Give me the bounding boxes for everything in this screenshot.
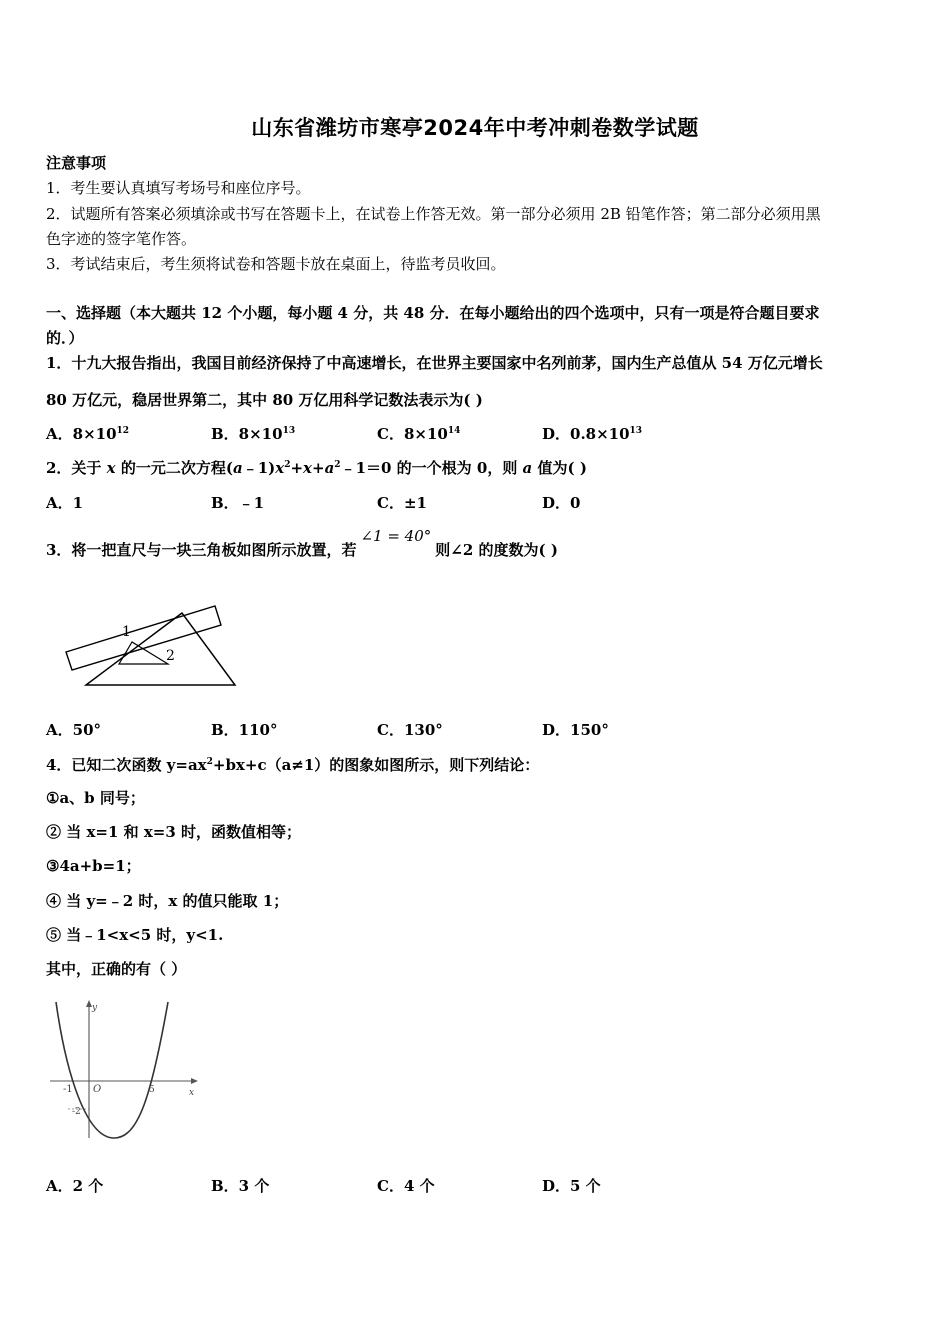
q4-label-y: y (92, 1003, 98, 1013)
q4-parabola-graph (46, 998, 206, 1148)
q3-option-b[interactable]: B．110° (211, 721, 278, 739)
notice-item-3: 3．考试结束后，考生须将试卷和答题卡放在桌面上，待监考员收回。 (46, 255, 506, 273)
q1-stem-line1: 1．十九大报告指出，我国目前经济保持了中高速增长，在世界主要国家中名列前茅，国内生产总值从 54 万亿元增长 (46, 354, 823, 372)
q4-statement-1: ①a、b 同号； (46, 789, 145, 807)
q1-option-d[interactable]: D．$0.8\times 10^{13}$ (542, 425, 643, 443)
q4-statement-5: ⑤ 当﹣1<x<5 时，y<1. (46, 926, 224, 944)
q4-option-a[interactable]: A．2 个 (46, 1177, 104, 1195)
q4-label-neg2: -2 (72, 1107, 81, 1117)
q2-option-d[interactable]: D．0 (542, 494, 581, 512)
q3-big-triangle (86, 613, 235, 685)
q1-stem-line2: 80 万亿元，稳居世界第二，其中 80 万亿用科学记数法表示为( ) (46, 391, 483, 409)
q4-question: 其中，正确的有（ ） (46, 960, 187, 978)
q3-label-1: 1 (122, 624, 131, 640)
q4-label-five: 5 (149, 1085, 155, 1095)
notice-item-1: 1．考生要认真填写考场号和座位序号。 (46, 179, 311, 197)
q4-statement-4: ④ 当 y=﹣2 时，x 的值只能取 1； (46, 892, 289, 910)
q4-parabola-curve (56, 1002, 168, 1138)
q4-label-x: x (189, 1088, 195, 1098)
q1-option-b[interactable]: B．$8\times 10^{13}$ (211, 425, 296, 443)
section-heading-cont: 的．） (46, 329, 84, 347)
section-heading: 一、选择题（本大题共 12 个小题，每小题 4 分，共 48 分．在每小题给出的四个选项中，只有一项是符合题目要求 (46, 304, 820, 322)
q4-option-c[interactable]: C．4 个 (377, 1177, 435, 1195)
q2-option-c[interactable]: C．±1 (377, 494, 427, 512)
q4-x-arrow (191, 1078, 198, 1084)
q3-label-2: 2 (166, 648, 175, 664)
q2-option-b[interactable]: B．﹣1 (211, 494, 265, 512)
q3-ruler-triangle-figure (55, 590, 245, 695)
q3-option-d[interactable]: D．150° (542, 721, 609, 739)
q2-option-a[interactable]: A．1 (46, 494, 84, 512)
q3-ruler (66, 606, 221, 670)
notice-item-2: 2．试题所有答案必须填涂或书写在答题卡上，在试卷上作答无效。第一部分必须用 2B 铅笔作答；第二部分必须用黑 (46, 205, 821, 223)
q3-option-a[interactable]: A．50° (46, 721, 102, 739)
notice-item-2-cont: 色字迹的签字笔作答。 (46, 230, 197, 248)
q4-statement-3: ③4a+b=1； (46, 857, 141, 875)
q4-option-b[interactable]: B．3 个 (211, 1177, 270, 1195)
q3-option-c[interactable]: C．130° (377, 721, 443, 739)
q4-label-origin: O (93, 1084, 102, 1095)
q1-option-a[interactable]: A．$8\times 10^{12}$ (46, 425, 130, 443)
q3-angle-formula: ∠1 = 40° (360, 527, 432, 545)
q4-stem: 4．已知二次函数 $y=ax^2+bx+c(a\ne 1)$的图象如图所示，则下列结论： (46, 756, 540, 774)
notice-heading: 注意事项 (46, 154, 107, 172)
q4-statement-2: ② 当 x=1 和 x=3 时，函数值相等； (46, 823, 302, 841)
q3-stem: 3．将一把直尺与一块三角板如图所示放置，若∠1 = 40°则∠2 的度数为( ) (46, 527, 558, 559)
q2-stem: 2．关于 x 的一元二次方程$(a﹣1)x^2+x+a^2﹣1=0$ 的一个根为 0，则 a 值为( ) (46, 459, 587, 477)
q4-label-neg1: -1 (63, 1084, 73, 1095)
q4-option-d[interactable]: D．5 个 (542, 1177, 601, 1195)
q1-option-c[interactable]: C．$8\times 10^{14}$ (377, 425, 461, 443)
page-title: 山东省潍坊市寒亭2024年中考冲刺卷数学试题 (251, 116, 699, 140)
